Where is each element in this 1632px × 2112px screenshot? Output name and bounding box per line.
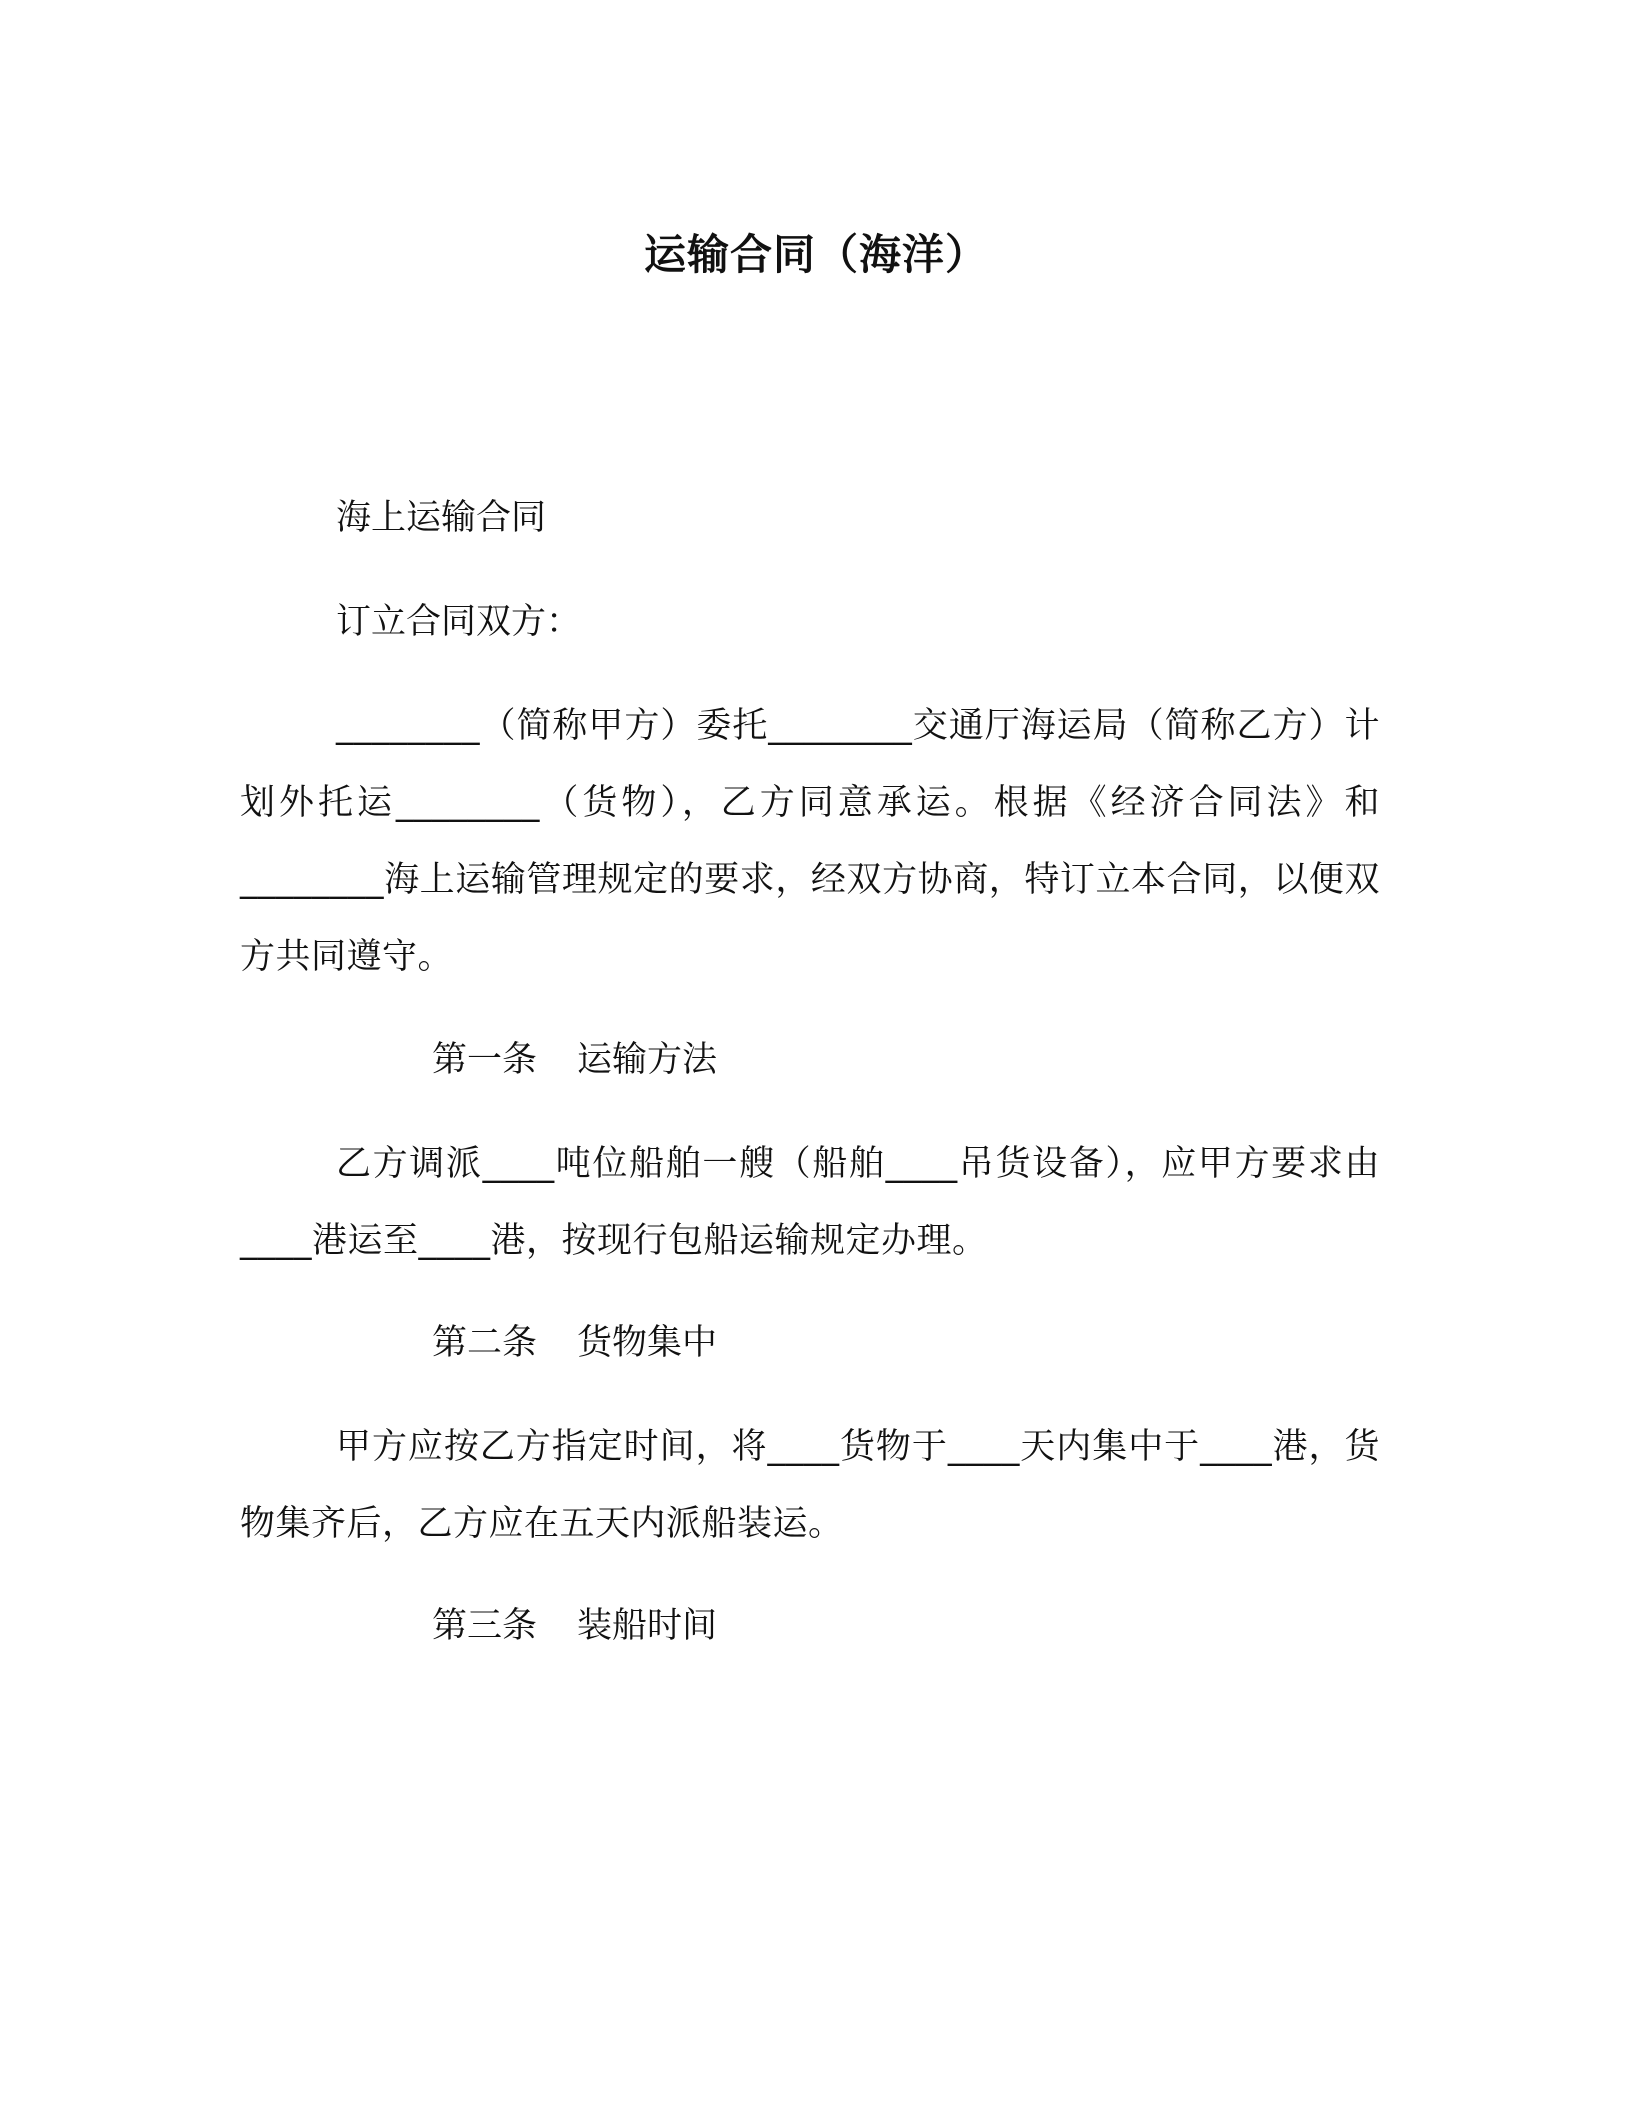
article-2-body: 甲方应按乙方指定时间，将____货物于____天内集中于____港，货物集齐后，乙方应在五天内派船装运。 <box>240 1427 1380 1544</box>
article-2-heading <box>240 1305 1380 1382</box>
intro-paragraph: ________（简称甲方）委托________交通厅海运局（简称乙方）计划外托运________（货物），乙方同意承运。根据《经济合同法》和________海上运输管理规定的要求，经双方协商，特订立本合同，以便双方共同遵守。 <box>240 706 1380 977</box>
article-1-number: 第一条 <box>432 1040 538 1080</box>
article-2-number: 第二条 <box>432 1323 538 1363</box>
article-3-number: 第三条 <box>432 1606 538 1646</box>
contract-subtitle: 海上运输合同 <box>336 498 547 538</box>
parties-label: 订立合同双方： <box>336 602 582 642</box>
article-2-title: 货物集中 <box>577 1323 718 1363</box>
document-title: 运输合同（海洋） <box>643 230 988 279</box>
article-3-heading <box>240 1588 1380 1665</box>
article-1-body: 乙方调派____吨位船舶一艘（船舶____吊货设备），应甲方要求由____港运至____港，按现行包船运输规定办理。 <box>240 1144 1380 1261</box>
article-1-title: 运输方法 <box>577 1040 718 1080</box>
article-1-heading <box>240 1022 1380 1099</box>
article-3-title: 装船时间 <box>577 1606 718 1646</box>
